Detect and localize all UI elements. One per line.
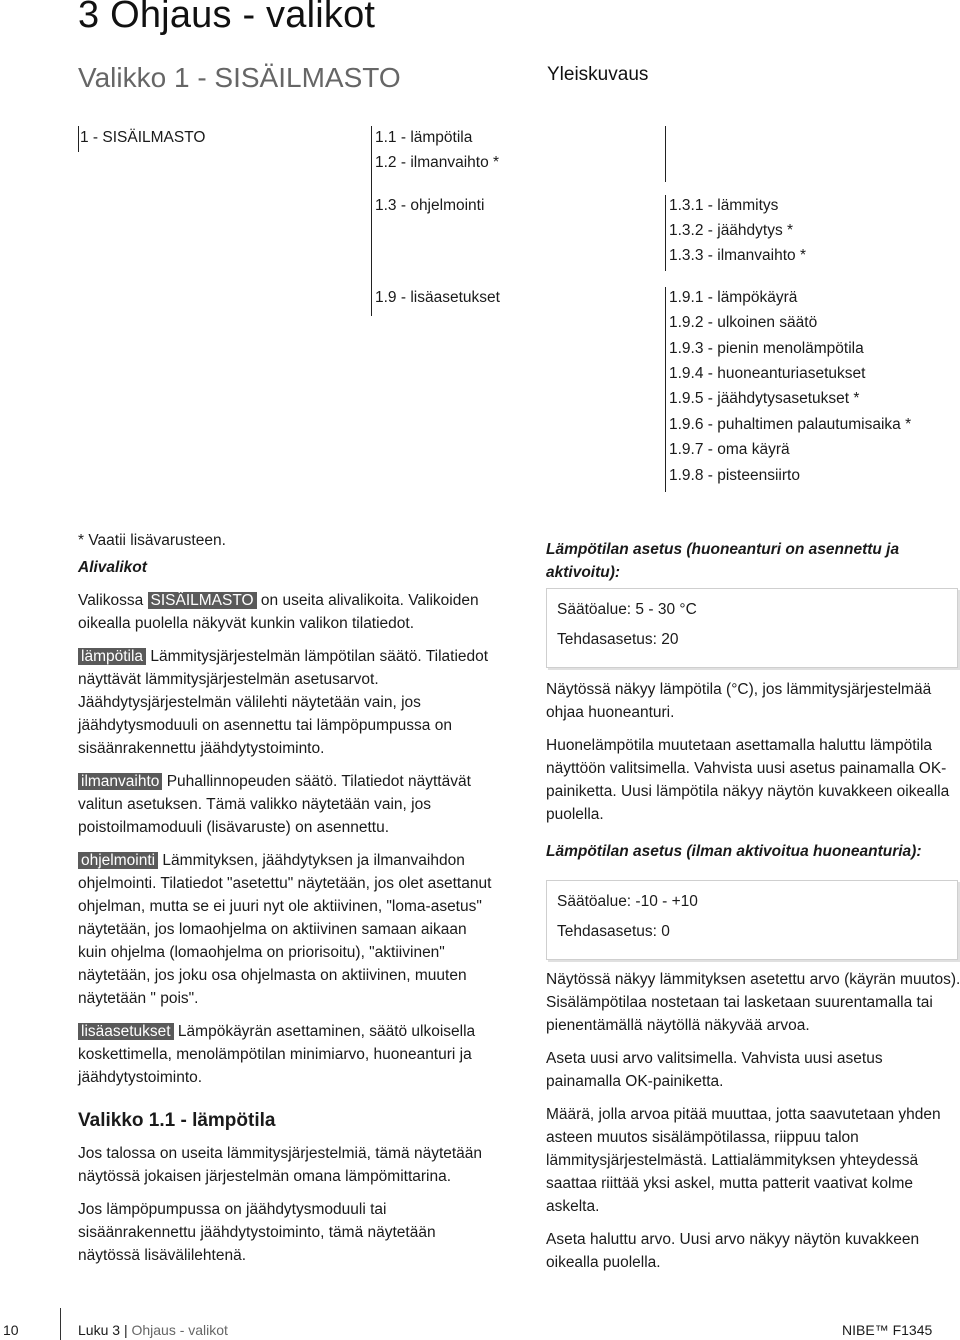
- intro-post: on useita alivalikoita. Valikoiden oikealla puolella näkyvät kunkin valikon tilatiedot.: [78, 592, 479, 632]
- tree-item-1-9-2: 1.9.2 - ulkoinen säätö: [669, 314, 818, 331]
- intro-pre: Valikossa: [78, 592, 144, 609]
- section-paragraph-2: Jos lämpöpumpussa on jäähdytysmoduuli tai sisäänrakennettu jäähdytystoiminto, tämä näytetään näytössä lisävälilehtenä.: [78, 1201, 436, 1264]
- menu-tree: [0, 0, 960, 520]
- footer-section: Ohjaus - valikot: [131, 1322, 228, 1338]
- paragraph-ilmanvaihto-text: Puhallinnopeuden säätö. Tilatiedot näyttävät valitun asetuksen. Tämä valikko näytetään vain, jos poistoilmamoduuli (lisävaruste) on asennettu.: [78, 773, 471, 836]
- tree-item-1-9-4: 1.9.4 - huoneanturiasetukset: [669, 365, 866, 382]
- right-paragraph-1: Näytössä näkyy lämpötila (°C), jos lämmitysjärjestelmää ohjaa huoneanturi.: [546, 681, 932, 721]
- tree-line: [78, 126, 79, 152]
- tree-item-1-9-5: 1.9.5 - jäähdytysasetukset *: [669, 390, 860, 407]
- tree-item-1-2: 1.2 - ilmanvaihto *: [375, 154, 500, 171]
- tree-line: [665, 126, 666, 182]
- tag-ohjelmointi: ohjelmointi: [78, 852, 158, 869]
- right-column-bottom: [546, 968, 960, 1274]
- page-number: 10: [3, 1322, 19, 1338]
- range-no-sensor: Säätöalue: -10 - +10: [557, 893, 698, 910]
- tree-item-1-9-1: 1.9.1 - lämpökäyrä: [669, 289, 798, 306]
- right-paragraph-3: Näytössä näkyy lämmityksen asetettu arvo (käyrän muutos). Sisälämpötilaa nostetaan tai lasketaan suurentamalla tai pienentämällä näytöllä näkyvää arvoa.: [546, 971, 960, 1034]
- tag-sisailmasto: SISÄILMASTO: [148, 592, 257, 609]
- footer-separator: |: [123, 1322, 128, 1338]
- tree-item-1-9-3: 1.9.3 - pienin menolämpötila: [669, 340, 864, 357]
- footer-divider: [60, 1308, 61, 1340]
- menu-title: Valikko 1 - SISÄILMASTO: [78, 62, 401, 93]
- range-sensor: Säätöalue: 5 - 30 °C: [557, 601, 697, 618]
- paragraph-lisaasetukset-text: Lämpökäyrän asettaminen, säätö ulkoisella koskettimella, menolämpötilan minimiarvo, huoneanturi ja jäähdytystoiminto.: [78, 1023, 476, 1086]
- right-paragraph-2: Huonelämpötila muutetaan asettamalla haluttu lämpötila näyttöön valitsimella. Vahvista uusi asetus painamalla OK-painiketta. Uusi lämpötila näkyy näytön kuvakkeen oikealla puolella.: [546, 737, 950, 823]
- tree-line: [371, 126, 372, 316]
- footer-chapter: [78, 1322, 228, 1338]
- footer-chapter-label: Luku 3: [78, 1322, 121, 1338]
- tree-item-1-1: 1.1 - lämpötila: [375, 129, 473, 146]
- subheading-alivalikot: Alivalikot: [78, 559, 147, 576]
- tree-item-1-3: 1.3 - ohjelmointi: [375, 197, 485, 214]
- paragraph-ohjelmointi: [78, 849, 498, 1010]
- paragraph-lampotila-text: Lämmitysjärjestelmän lämpötilan säätö. Tilatiedot näyttävät lämmitysjärjestelmän asetusarvot. Jäähdytysjärjestelmän välilehti näytetään vain, jos jäähdytysmoduuli on asennettu tai lämpöpumpussa on sisäänrakennettu jäähdytystoiminto.: [78, 648, 489, 757]
- heading-with-sensor: Lämpötilan asetus (huoneanturi on asennettu ja aktivoitu):: [546, 541, 900, 581]
- paragraph-lampotila: [78, 645, 498, 760]
- default-no-sensor: Tehdasasetus: 0: [557, 923, 670, 940]
- intro-paragraph: [78, 589, 498, 635]
- right-column: [546, 538, 960, 584]
- tree-item-1-3-2: 1.3.2 - jäähdytys *: [669, 222, 794, 239]
- tree-root: 1 - SISÄILMASTO: [80, 129, 206, 146]
- tree-item-1-3-1: 1.3.1 - lämmitys: [669, 197, 779, 214]
- default-sensor: Tehdasasetus: 20: [557, 631, 679, 648]
- settings-box-no-sensor: [546, 880, 958, 960]
- tree-item-1-9-8: 1.9.8 - pisteensiirto: [669, 467, 800, 484]
- tree-item-1-3-3: 1.3.3 - ilmanvaihto *: [669, 247, 806, 264]
- tag-lampotila: lämpötila: [78, 648, 146, 665]
- right-paragraph-4: Aseta uusi arvo valitsimella. Vahvista uusi asetus painamalla OK-painiketta.: [546, 1050, 883, 1090]
- footer-brand: NIBE™ F1345: [842, 1322, 933, 1338]
- heading-without-sensor: Lämpötilan asetus (ilman aktivoitua huoneanturia):: [546, 843, 922, 860]
- tree-item-1-9: 1.9 - lisäasetukset: [375, 289, 500, 306]
- paragraph-ohjelmointi-text: Lämmityksen, jäähdytyksen ja ilmanvaihdon ohjelmointi. Tilatiedot "asetettu" näytetään, jos olet asettanut ohjelman, mutta se ei juuri nyt ole aktiivinen, "loma-asetus" näytetään, jos lomaohjelma on aktiivinen samaan aikaan kuin ohjelma (lomaohjelma on priorisoitu), "aktiivinen" näytetään, jos joku osa ohjelmasta on aktiivinen, muuten näytetään " pois".: [78, 852, 492, 1007]
- tag-ilmanvaihto: ilmanvaihto: [78, 773, 162, 790]
- chapter-title: 3 Ohjaus - valikot: [78, 0, 376, 36]
- page-footer: [0, 1300, 960, 1340]
- section-paragraph-1: Jos talossa on useita lämmitysjärjestelmiä, tämä näytetään näytössä jokaisen järjestelmän omana lämpömittarina.: [78, 1145, 483, 1185]
- footnote: * Vaatii lisävarusteen.: [78, 532, 226, 549]
- tree-line: [665, 195, 666, 271]
- right-column-mid: [546, 678, 960, 863]
- tag-lisaasetukset: lisäasetukset: [78, 1023, 174, 1040]
- paragraph-ilmanvaihto: [78, 770, 498, 839]
- tree-item-1-9-6: 1.9.6 - puhaltimen palautumisaika *: [669, 416, 912, 433]
- section-title: Valikko 1.1 - lämpötila: [78, 1110, 276, 1131]
- tree-item-1-9-7: 1.9.7 - oma käyrä: [669, 441, 790, 458]
- paragraph-lisaasetukset: [78, 1020, 498, 1089]
- left-column: [78, 529, 498, 1267]
- right-paragraph-5: Määrä, jolla arvoa pitää muuttaa, jotta saavutetaan yhden asteen muutos sisälämpötilassa, riippuu talon lämmitysjärjestelmästä. Lattialämmityksen yhteydessä saattaa riittää yksi askel, mutta patterit vaativat kolme askelta.: [546, 1106, 941, 1215]
- right-paragraph-6: Aseta haluttu arvo. Uusi arvo näkyy näytön kuvakkeen oikealla puolella.: [546, 1231, 920, 1271]
- overview-title: Yleiskuvaus: [547, 64, 649, 85]
- tree-line: [665, 287, 666, 492]
- settings-box-sensor: [546, 588, 958, 668]
